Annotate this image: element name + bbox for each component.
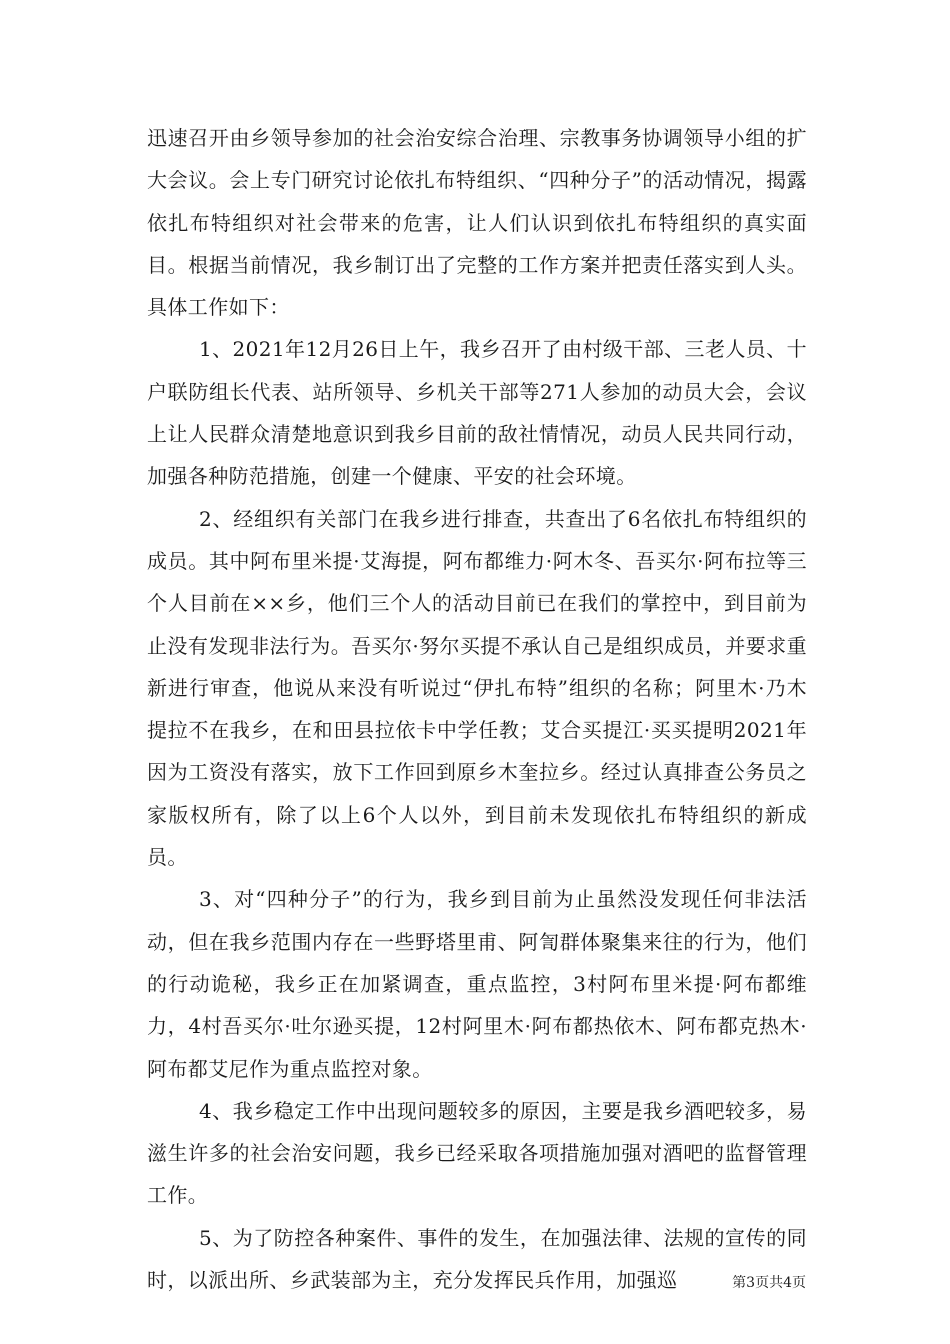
- paragraph-intro: 迅速召开由乡领导参加的社会治安综合治理、宗教事务协调领导小组的扩大会议。会上专门研究讨论依扎布特组织、“四种分子”的活动情况，揭露依扎布特组织对社会带来的危害，让人们认识到依扎布特组织的真实面目。根据当前情况，我乡制订出了完整的工作方案并把责任落实到人头。具体工作如下：: [147, 126, 807, 320]
- page-number-footer: 第3页共4页: [732, 1275, 806, 1291]
- document-body: [147, 117, 807, 1301]
- paragraph-item-3: 3、对“四种分子”的行为，我乡到目前为止虽然没发现任何非法活动，但在我乡范围内存在一些野塔里甫、阿訇群体聚集来往的行为，他们的行动诡秘，我乡正在加紧调查，重点监控，3村阿布里米提·阿布都维力，4村吾买尔·吐尔逊买提，12村阿里木·阿布都热依木、阿布都克热木·阿布都艾尼作为重点监控对象。: [147, 887, 807, 1081]
- paragraph-item-1: 1、2021年12月26日上午，我乡召开了由村级干部、三老人员、十户联防组长代表、站所领导、乡机关干部等271人参加的动员大会，会议上让人民群众清楚地意识到我乡目前的敌社情情况，动员人民共同行动，加强各种防范措施，创建一个健康、平安的社会环境。: [147, 337, 807, 489]
- paragraph-item-2: 2、经组织有关部门在我乡进行排查，共查出了6名依扎布特组织的成员。其中阿布里米提·艾海提，阿布都维力·阿木冬、吾买尔·阿布拉等三个人目前在××乡，他们三个人的活动目前已在我们的掌控中，到目前为止没有发现非法行为。吾买尔·努尔买提不承认自己是组织成员，并要求重新进行审查，他说从来没有听说过“伊扎布特”组织的名称；阿里木·乃木提拉不在我乡，在和田县拉依卡中学任教；艾合买提江·买买提明2021年因为工资没有落实，放下工作回到原乡木奎拉乡。经过认真排查公务员之家版权所有，除了以上6个人以外，到目前未发现依扎布特组织的新成员。: [147, 506, 807, 870]
- paragraph-item-5: 5、为了防控各种案件、事件的发生，在加强法律、法规的宣传的同时，以派出所、乡武装部为主，充分发挥民兵作用，加强巡: [147, 1225, 807, 1293]
- paragraph-item-4: 4、我乡稳定工作中出现问题较多的原因，主要是我乡酒吧较多，易滋生许多的社会治安问题，我乡已经采取各项措施加强对酒吧的监督管理工作。: [147, 1098, 807, 1208]
